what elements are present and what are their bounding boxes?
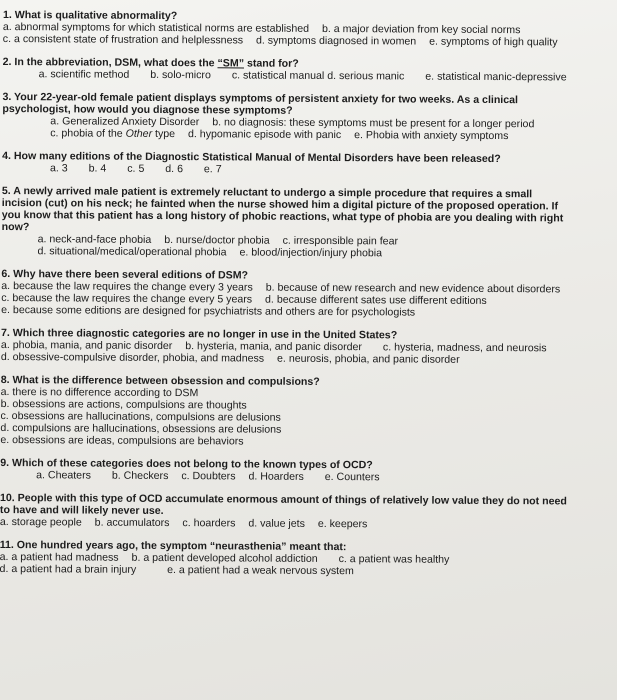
- question-6-stem: 6. Why have there been several editions of DSM?: [1, 267, 249, 282]
- question-1-options-row-2: [3, 33, 615, 49]
- option-8c: c. obsessions are hallucinations, compulsions are delusions: [0, 409, 281, 424]
- option-2c: c. statistical manual: [231, 69, 325, 82]
- option-4a: a. 3: [49, 162, 68, 175]
- option-9e: e. Counters: [324, 470, 380, 484]
- question-5: [1, 185, 613, 261]
- option-3a: a. Generalized Anxiety Disorder: [50, 115, 200, 129]
- question-6-options-row-3: [1, 304, 613, 320]
- question-11-stem: 11. One hundred years ago, the symptom “neurasthenia” meant that:: [0, 538, 347, 554]
- option-6c: c. because the law requires the change every 5 years: [1, 291, 253, 306]
- question-3-stem-line-2: psychologist, how would you diagnose these symptoms?: [2, 102, 293, 117]
- option-11a: a. a patient had madness: [0, 550, 119, 564]
- option-10c: c. hoarders: [182, 517, 236, 530]
- option-9d: d. Hoarders: [248, 470, 304, 483]
- option-8b: b. obsessions are actions, compulsions are thoughts: [0, 397, 247, 412]
- option-6b: b. because of new research and new evidence about disorders: [265, 281, 561, 296]
- option-5c: c. irresponsible pain fear: [282, 234, 399, 248]
- option-11c: c. a patient was healthy: [338, 553, 450, 566]
- option-1e: e. symptoms of high quality: [429, 35, 558, 49]
- option-3d: d. hypomanic episode with panic: [188, 128, 342, 142]
- option-6e: e. because some editions are designed for psychiatrists and others are for psychologists: [1, 303, 416, 319]
- question-5-stem-line-1: 5. A newly arrived male patient is extremely reluctant to undergo a simple procedure that requires a small: [1, 184, 533, 201]
- question-11-options-row-2: [0, 563, 612, 579]
- option-8d: d. compulsions are hallucinations, obsessions are delusions: [0, 421, 282, 436]
- question-10: [0, 492, 612, 532]
- question-7: [1, 327, 613, 367]
- option-7b: b. hysteria, mania, and panic disorder: [185, 340, 362, 354]
- option-4b: b. 4: [88, 162, 107, 175]
- option-7a: a. phobia, mania, and panic disorder: [0, 338, 173, 353]
- question-2-stem-underlined: “SM”: [217, 57, 245, 70]
- option-2a: a. scientific method: [38, 68, 130, 81]
- question-1: [3, 9, 615, 49]
- question-9-options-row-1: [0, 469, 612, 485]
- option-9a: a. Cheaters: [36, 469, 91, 482]
- option-8a: a. there is no difference according to DSM: [0, 385, 199, 400]
- option-3c-start: c. phobia of the: [50, 127, 126, 140]
- question-11: [0, 539, 612, 579]
- question-4-options-row-1: [2, 162, 614, 178]
- question-10-options-row-1: [0, 516, 612, 532]
- option-2e: e. statistical manic-depressive: [425, 70, 567, 84]
- question-5-stem-line-2: incision (cut) on his neck; he fainted when the nurse showed him a digital picture of the proposed operation. If: [1, 196, 559, 213]
- option-10e: e. keepers: [317, 517, 368, 531]
- question-3: [2, 91, 614, 143]
- question-4: [2, 150, 614, 178]
- question-4-stem: 4. How many editions of the Diagnostic Statistical Manual of Mental Disorders have been released?: [2, 149, 501, 166]
- question-5-stem-line-4: now?: [1, 220, 30, 234]
- option-3b: b. no diagnosis: these symptoms must be present for a longer period: [212, 116, 535, 131]
- option-4c: c. 5: [127, 162, 145, 175]
- option-7d: d. obsessive-compulsive disorder, phobia, and madness: [0, 350, 265, 365]
- question-8-stem: 8. What is the difference between obsession and compulsions?: [0, 373, 320, 388]
- option-6a: a. because the law requires the change every 3 years: [1, 279, 253, 294]
- option-1d: d. symptoms diagnosed in women: [255, 34, 417, 48]
- question-9: [0, 457, 612, 485]
- option-3c-end: type: [152, 127, 176, 141]
- option-11e: e. a patient had a weak nervous system: [167, 564, 354, 578]
- option-1b: b. a major deviation from key social norms: [321, 22, 521, 37]
- option-7c: c. hysteria, madness, and neurosis: [382, 341, 547, 355]
- question-9-stem: 9. Which of these categories does not belong to the known types of OCD?: [0, 456, 373, 472]
- option-10b: b. accumulators: [94, 516, 170, 530]
- option-5b: b. nurse/doctor phobia: [164, 233, 270, 247]
- option-5d: d. situational/medical/operational phobia: [37, 245, 227, 259]
- option-11b: b. a patient developed alcohol addiction: [131, 551, 318, 565]
- question-2-stem-start: 2. In the abbreviation, DSM, what does the: [2, 55, 218, 70]
- question-5-options-row-2: [1, 245, 613, 261]
- option-4d: d. 6: [165, 162, 184, 176]
- question-8: [0, 374, 612, 450]
- option-10d: d. value jets: [248, 517, 305, 530]
- option-9c: c. Doubters: [181, 470, 236, 483]
- option-10a: a. storage people: [0, 515, 82, 529]
- option-1a: a. abnormal symptoms for which statistical norms are established: [2, 20, 310, 35]
- quiz-page: [0, 9, 615, 590]
- option-5a: a. neck-and-face phobia: [37, 233, 152, 246]
- option-3c: [50, 127, 175, 140]
- question-7-stem: 7. Which three diagnostic categories are no longer in use in the United States?: [0, 326, 398, 342]
- option-3c-italic: Other: [125, 127, 153, 140]
- option-6d: d. because different sates use different editions: [265, 293, 487, 307]
- question-3-stem-line-1: 3. Your 22-year-old female patient displays symptoms of persistent anxiety for two weeks. As a clinical: [2, 90, 519, 107]
- question-6: [1, 268, 613, 320]
- option-8e: e. obsessions are ideas, compulsions are behaviors: [0, 433, 244, 448]
- option-2d: d. serious manic: [327, 69, 405, 83]
- question-2: [3, 56, 615, 84]
- option-2b: b. solo-micro: [150, 68, 211, 82]
- option-3e: e. Phobia with anxiety symptoms: [354, 129, 509, 143]
- question-10-stem-line-2: to have and will likely never use.: [0, 503, 164, 517]
- question-1-stem: 1. What is qualitative abnormality?: [2, 9, 178, 23]
- option-5e: e. blood/injection/injury phobia: [239, 246, 383, 260]
- question-10-stem-line-1: 10. People with this type of OCD accumulate enormous amount of things of relatively low value they do not need: [0, 491, 567, 508]
- option-1c: c. a consistent state of frustration and helplessness: [2, 32, 244, 47]
- question-2-options-row-1: [3, 68, 615, 84]
- question-2-stem-end: stand for?: [243, 57, 299, 70]
- option-4e: e. 7: [203, 163, 222, 176]
- option-11d: d. a patient had a brain injury: [0, 562, 137, 576]
- option-7e: e. neurosis, phobia, and panic disorder: [277, 352, 460, 366]
- option-9b: b. Checkers: [111, 469, 169, 483]
- question-5-stem-line-3: you know that this patient has a long history of phobic reactions, what type of phobia are you dealing with right: [1, 208, 564, 225]
